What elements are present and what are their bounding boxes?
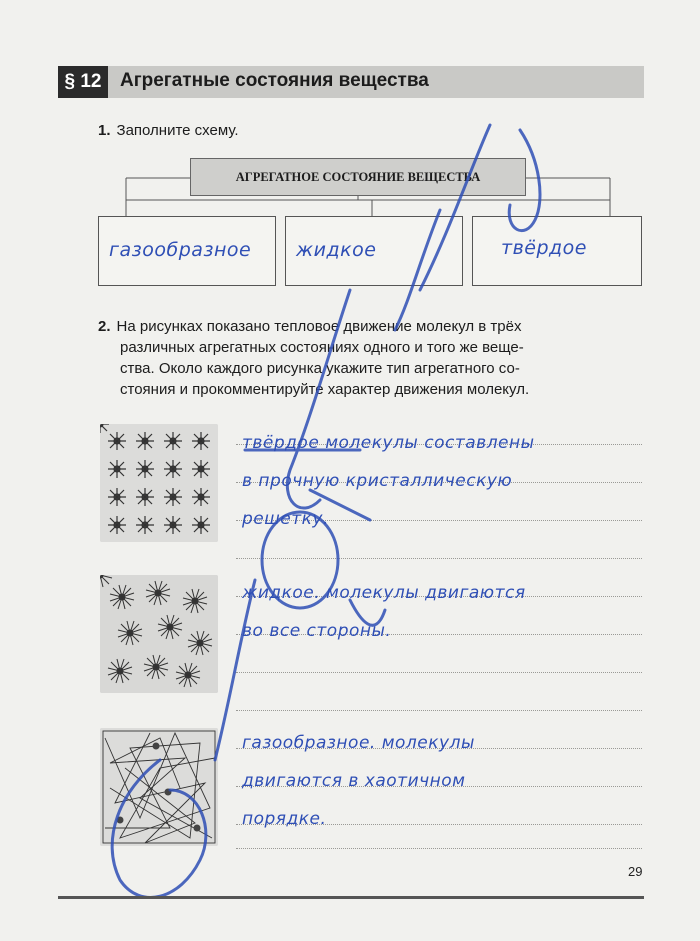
- scheme-answer-solid: твёрдое: [501, 237, 587, 259]
- task-1-text: Заполните схему.: [116, 122, 239, 139]
- bottom-rule: [58, 896, 644, 899]
- scheme-answer-gas: газообразное: [109, 239, 252, 261]
- task-2-line-2: различных агрегатных состояниях одного и того же веще-: [120, 339, 524, 356]
- page-number: 29: [628, 864, 643, 879]
- task-2-number: 2.: [98, 318, 111, 335]
- answer-liquid-line-2: во все стороны.: [242, 621, 392, 641]
- scheme-answer-liquid: жидкое: [296, 239, 377, 261]
- task-2-line-3: ства. Около каждого рисунка укажите тип агрегатного со-: [120, 360, 520, 377]
- section-title: Агрегатные состояния вещества: [120, 70, 429, 91]
- section-number: § 12: [58, 66, 108, 98]
- answer-solid-line-3: решетку.: [242, 509, 329, 529]
- answer-solid-line-2: в прочную кристаллическую: [242, 471, 513, 491]
- task-2-line-4: стояния и прокомментируйте характер движения молекул.: [120, 381, 530, 398]
- answer-gas-line-1: газообразное. молекулы: [242, 733, 475, 753]
- task-1-number: 1.: [98, 122, 111, 139]
- task-2-line-1: На рисунках показано тепловое движение молекул в трёх: [116, 318, 522, 335]
- answer-gas-line-3: порядке.: [242, 809, 327, 829]
- scheme-root-box: АГРЕГАТНОЕ СОСТОЯНИЕ ВЕЩЕСТВА: [190, 158, 526, 196]
- answer-solid-line-1: твёрдое молекулы составлены: [242, 433, 535, 453]
- answer-liquid-line-1: жидкое. молекулы двигаются: [242, 583, 526, 603]
- answer-gas-line-2: двигаются в хаотичном: [242, 771, 466, 791]
